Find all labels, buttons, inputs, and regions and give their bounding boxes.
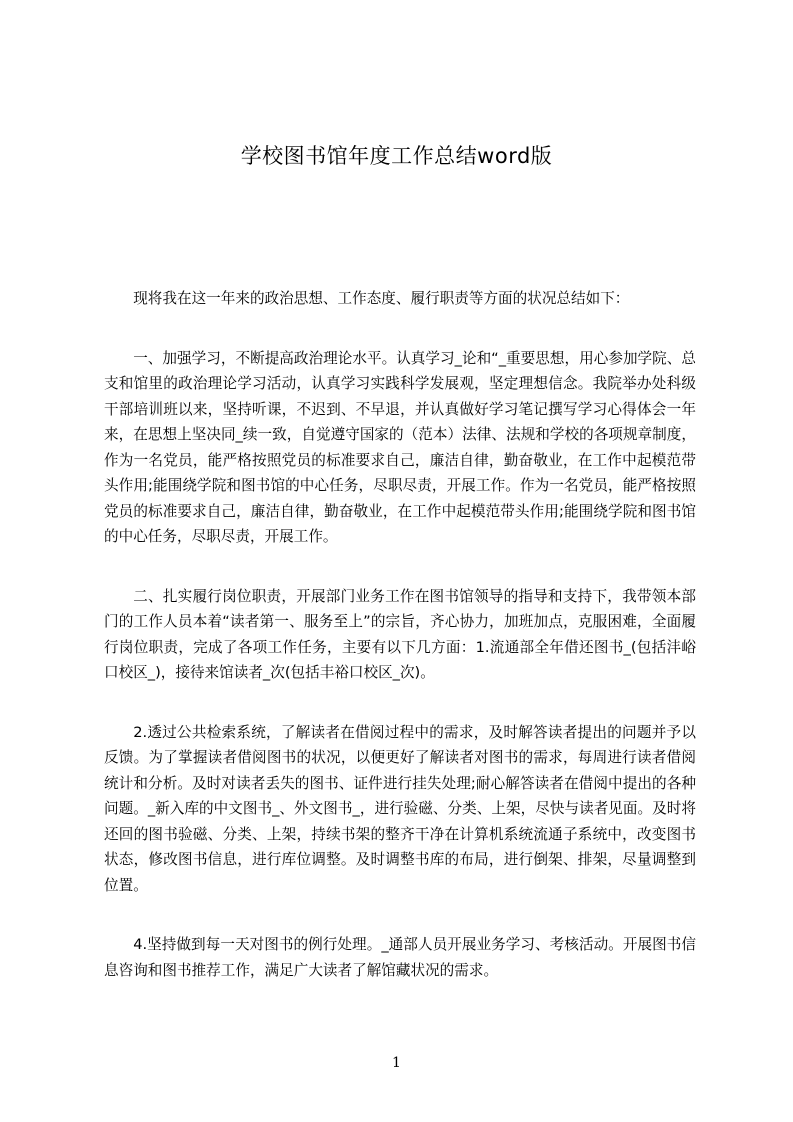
document-title: 学校图书馆年度工作总结word版 [240, 144, 553, 168]
paragraph-study: 一、加强学习，不断提高政治理论水平。认真学习_论和“_重要思想，用心参加学院、总支和馆里的政治理论学习活动，认真学习实践科学发展观，坚定理想信念。我院举办处科级干部培训班以来，坚持听课，不迟到、不早退，并认真做好学习笔记撰写学习心得体会一年来，在思想上坚决同_续一致，自觉遵守国家的（范本）法律、法规和学校的各项规章制度，作为一名党员，能严格按照党员的标准要求自己，廉洁自律，勤奋敬业，在工作中起模范带头作用;能围绕学院和图书馆的中心任务，尽职尽责，开展工作。作为一名党员，能严格按照党员的标准要求自己，廉洁自律，勤奋敬业，在工作中起模范带头作用;能围绕学院和图书馆的中心任务，尽职尽责，开展工作。 [104, 349, 696, 545]
paragraph-spacer [104, 898, 696, 932]
paragraph-routine: 4.坚持做到每一天对图书的例行处理。_通部人员开展业务学习、考核活动。开展图书信息咨询和图书推荐工作，满足广大读者了解馆藏状况的需求。 [104, 936, 696, 979]
paragraph-retrieval: 2.透过公共检索系统，了解读者在借阅过程中的需求，及时解答读者提出的问题并予以反馈。为了掌握读者借阅图书的状况，以便更好了解读者对图书的需求，每周进行读者借阅统计和分析。及时对读者丢失的图书、证件进行挂失处理;耐心解答读者在借阅中提出的各种问题。_新入库的中文图书_、外文图书_，进行验磁、分类、上架，尽快与读者见面。及时将还回的图书验磁、分类、上架，持续书架的整齐干净在计算机系统流通子系统中，改变图书状态，修改图书信息，进行库位调整。及时调整书库的布局，进行倒架、排架，尽量调整到位置。 [104, 723, 696, 894]
page-number: 1 [392, 1055, 401, 1071]
paragraph-spacer [104, 686, 696, 720]
paragraph-spacer [104, 312, 696, 346]
paragraph-duties: 二、扎实履行岗位职责，开展部门业务工作在图书馆领导的指导和支持下，我带领本部门的工作人员本着“读者第一、服务至上”的宗旨，齐心协力，加班加点，克服困难，全面履行岗位职责，完成了各项工作任务，主要有以下几方面：1.流通部全年借还图书_(包括沣峪口校区_)，接待来馆读者_次(包括丰裕口校区_次)。 [104, 587, 696, 681]
document-body [104, 286, 696, 983]
paragraph-spacer [104, 550, 696, 584]
paragraph-intro: 现将我在这一年来的政治思想、工作态度、履行职责等方面的状况总结如下： [133, 290, 630, 307]
